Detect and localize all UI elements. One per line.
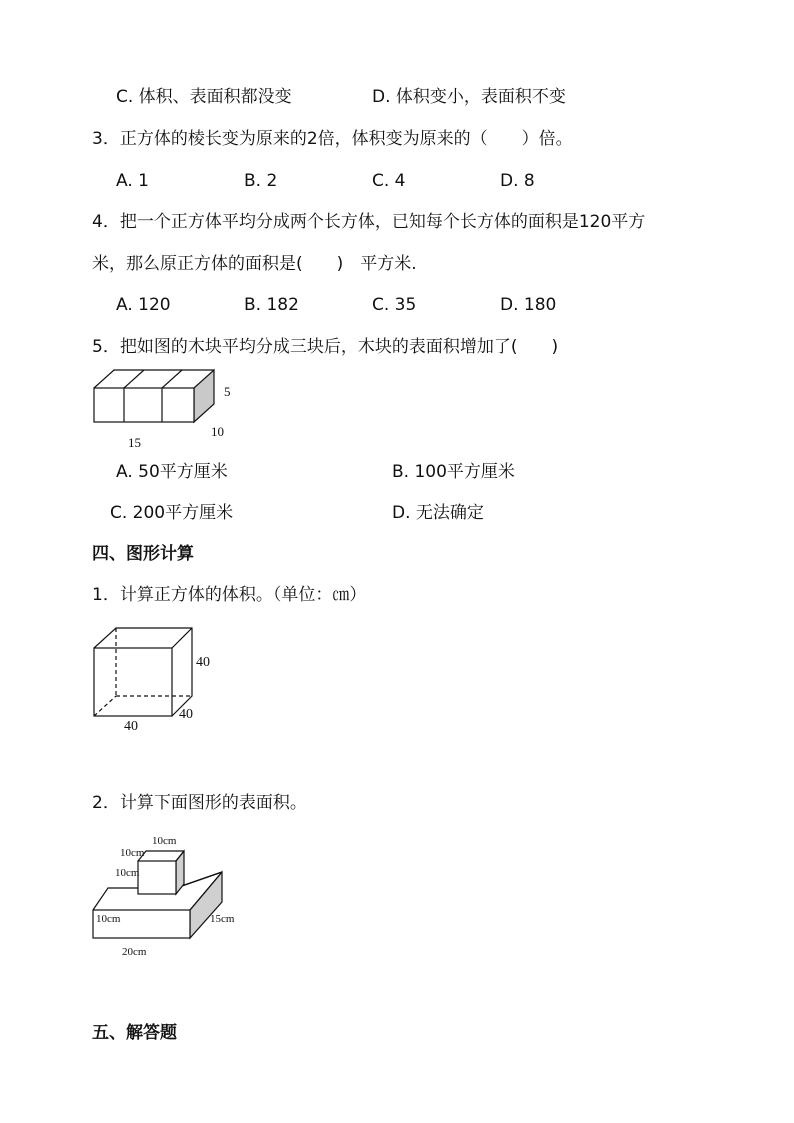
- q3-option-a: A. 1: [116, 171, 149, 191]
- question-5-stem: 5．把如图的木块平均分成三块后，木块的表面积增加了( ): [92, 337, 559, 357]
- option-c-prev: C. 体积、表面积都没变: [116, 87, 292, 107]
- wood-block-figure: [88, 366, 248, 456]
- q3-option-c: C. 4: [372, 171, 406, 191]
- small-cube-top-label: 10cm: [152, 835, 177, 847]
- cube-length-label: 40: [124, 719, 138, 734]
- question-3-stem: 3．正方体的棱长变为原来的2倍，体积变为原来的（ ）倍。: [92, 129, 573, 149]
- section-4-q1-stem: 1．计算正方体的体积。（单位：㎝）: [92, 585, 367, 605]
- question-4-stem-line1: 4．把一个正方体平均分成两个长方体，已知每个长方体的面积是120平方: [92, 212, 646, 232]
- q5-option-a: A. 50平方厘米: [116, 462, 228, 482]
- block-width-label: 10: [211, 424, 224, 439]
- q4-option-c: C. 35: [372, 295, 417, 315]
- q4-option-d: D. 180: [500, 295, 557, 315]
- big-cuboid-height-label: 10cm: [96, 913, 121, 925]
- big-cuboid-width-label: 15cm: [210, 913, 235, 925]
- section-4-q2-stem: 2．计算下面图形的表面积。: [92, 793, 307, 813]
- block-length-label: 15: [128, 435, 141, 450]
- q4-option-b: B. 182: [244, 295, 299, 315]
- cube-figure: [86, 622, 226, 734]
- section-5-title: 五、解答题: [92, 1023, 177, 1043]
- q5-option-c: C. 200平方厘米: [110, 503, 234, 523]
- big-cuboid-length-label: 20cm: [122, 946, 147, 958]
- small-cube-side-label: 10cm: [120, 847, 145, 859]
- q5-option-d: D. 无法确定: [392, 503, 484, 523]
- q3-option-b: B. 2: [244, 171, 278, 191]
- block-height-label: 5: [224, 384, 231, 399]
- section-4-title: 四、图形计算: [92, 544, 194, 564]
- q5-option-b: B. 100平方厘米: [392, 462, 515, 482]
- composite-solid-figure: [88, 828, 248, 960]
- cube-height-label: 40: [196, 655, 210, 670]
- q4-option-a: A. 120: [116, 295, 171, 315]
- option-d-prev: D. 体积变小，表面积不变: [372, 87, 566, 107]
- q3-option-d: D. 8: [500, 171, 535, 191]
- question-4-stem-line2: 米，那么原正方体的面积是( ) 平方米.: [92, 254, 417, 274]
- cube-width-label: 40: [179, 707, 193, 722]
- small-cube-height-label: 10cm: [115, 867, 140, 879]
